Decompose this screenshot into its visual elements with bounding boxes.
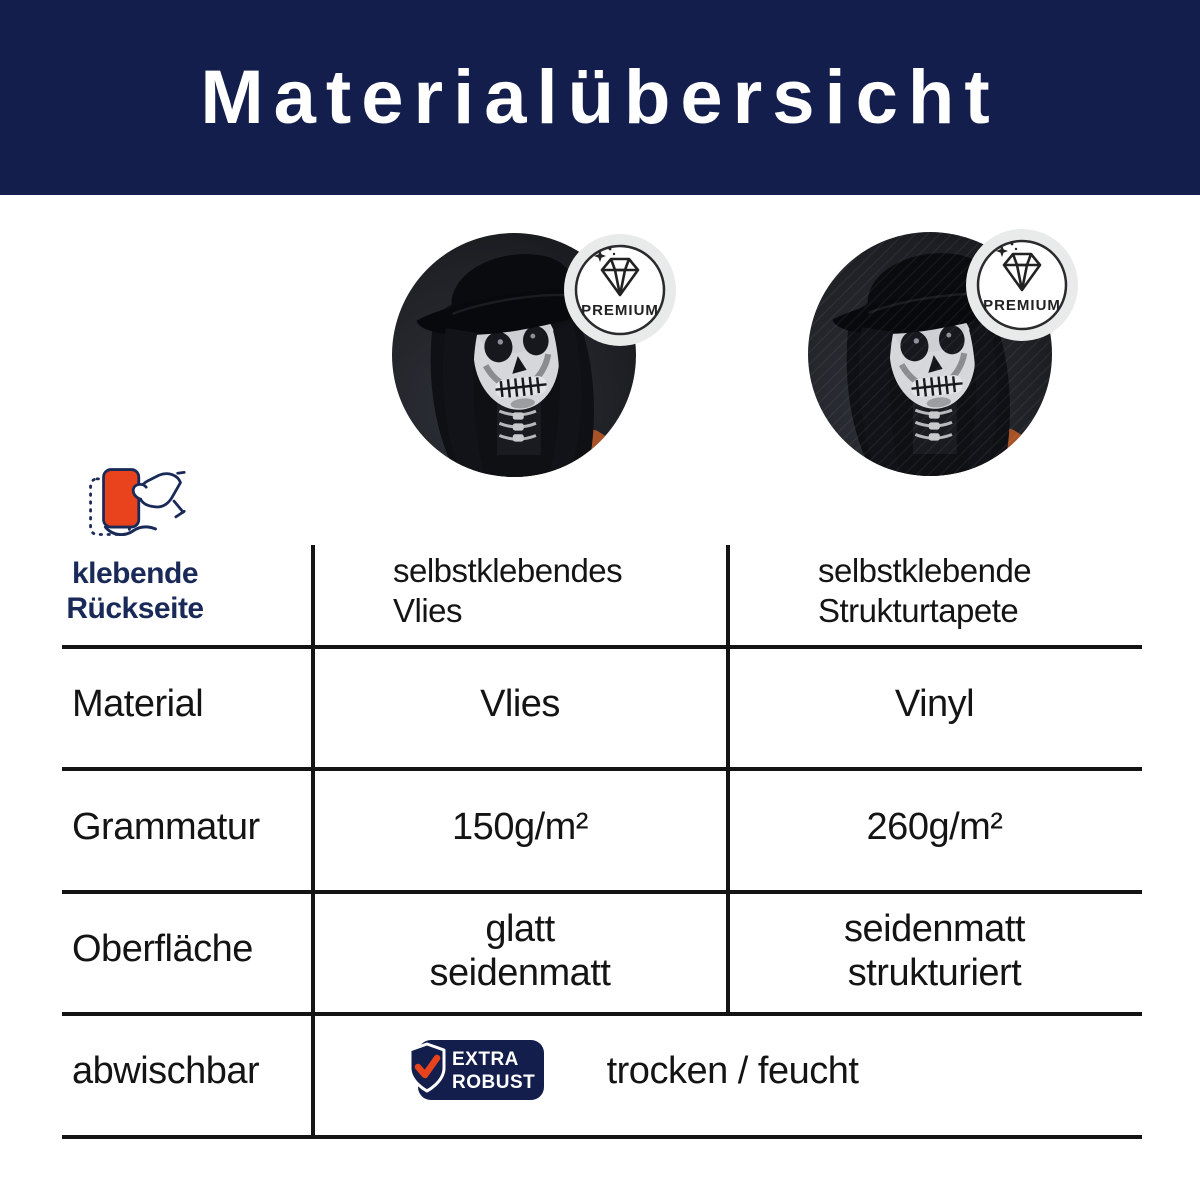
table-line-h1 <box>62 645 1142 649</box>
premium-badge-left <box>564 234 676 346</box>
corner-label-line2: Rückseite <box>66 592 204 625</box>
row-label-material: Material <box>72 683 204 725</box>
row-label-grammatur: Grammatur <box>72 806 260 848</box>
column-header-2-line2: Strukturtapete <box>818 592 1019 629</box>
peel-sticker-icon <box>85 464 187 552</box>
column-header-2-line1: selbstklebende <box>818 552 1032 589</box>
premium-badge-right <box>966 229 1078 341</box>
cell-material-col1: Vlies <box>480 683 560 725</box>
row-label-oberflaeche: Oberfläche <box>72 928 253 970</box>
cell-abwischbar-value: trocken / feucht <box>606 1050 859 1092</box>
cell-grammatur-col2: 260g/m² <box>866 806 1003 848</box>
table-line-h3 <box>62 890 1142 894</box>
robust-badge-line2: ROBUST <box>452 1072 536 1093</box>
premium-badge-label: PREMIUM <box>983 297 1061 314</box>
extra-robust-badge <box>406 1038 546 1102</box>
cell-oberflaeche-col2-line1: seidenmatt <box>844 908 1025 950</box>
column-header-1-line2: Vlies <box>393 592 463 629</box>
robust-badge-line1: EXTRA <box>452 1049 519 1070</box>
row-label-abwischbar: abwischbar <box>72 1050 260 1092</box>
column-header-1 <box>393 551 622 631</box>
corner-label <box>30 556 240 626</box>
table-line-h4 <box>62 1012 1142 1016</box>
cell-material-col2: Vinyl <box>894 683 975 725</box>
cell-oberflaeche-col1-line2: seidenmatt <box>429 952 611 994</box>
corner-label-line1: klebende <box>71 557 199 590</box>
cell-oberflaeche-col1 <box>313 907 727 995</box>
page-title: Materialübersicht <box>200 55 1000 140</box>
cell-oberflaeche-col1-line1: glatt <box>485 908 555 950</box>
diamond-icon <box>564 234 676 346</box>
cell-oberflaeche-col2-line2: strukturiert <box>847 952 1022 994</box>
premium-badge-label: PREMIUM <box>581 302 659 319</box>
table-line-h5 <box>62 1135 1142 1139</box>
column-header-1-line1: selbstklebendes <box>393 552 623 589</box>
cell-oberflaeche-col2 <box>727 907 1142 995</box>
column-header-2 <box>818 551 1031 631</box>
table-line-h2 <box>62 767 1142 771</box>
diamond-icon <box>966 229 1078 341</box>
header-banner <box>0 0 1200 195</box>
cell-grammatur-col1: 150g/m² <box>452 806 588 848</box>
